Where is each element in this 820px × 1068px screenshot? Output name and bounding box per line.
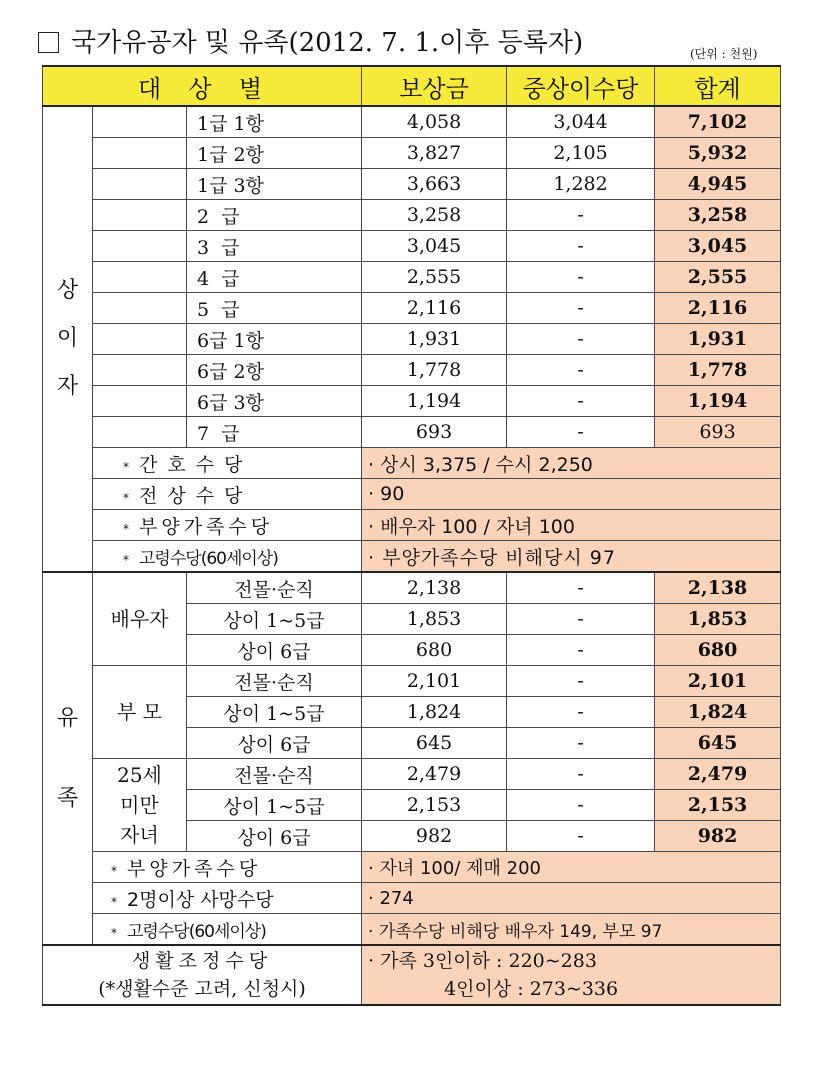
severe-cell: - [507, 666, 655, 697]
total-cell: 2,555 [655, 262, 781, 293]
asterisk-icon: * [111, 863, 117, 878]
living-label: 생활조정수당 [131, 950, 273, 972]
total-cell: 1,778 [655, 355, 781, 386]
bereaved-group-label: 유 족 [43, 572, 93, 945]
grade-cell: 6급 1항 [187, 324, 362, 355]
living-row [43, 945, 781, 1005]
grade-cell: 7 급 [187, 417, 362, 448]
note-row [43, 541, 781, 573]
note-label-cell [93, 510, 362, 541]
comp-cell: 3,045 [362, 231, 507, 262]
asterisk-icon: * [123, 490, 129, 505]
severe-cell: - [507, 604, 655, 635]
total-cell: 982 [655, 821, 781, 852]
header-severe-allowance: 중상이수당 [507, 66, 655, 106]
note-value: · 90 [362, 479, 781, 510]
type-cell: 상이 1~5급 [187, 790, 362, 821]
total-cell: 2,116 [655, 293, 781, 324]
header-target-text: 대 상 별 [137, 74, 267, 103]
type-cell: 상이 6급 [187, 635, 362, 666]
comp-cell: 3,258 [362, 200, 507, 231]
note-label-cell [93, 541, 362, 573]
comp-cell: 1,778 [362, 355, 507, 386]
note-row [43, 883, 781, 914]
table-row [43, 324, 781, 355]
note-row [43, 852, 781, 883]
subgroup-label: 배우자 [93, 572, 187, 666]
living-value-cell [362, 945, 781, 1005]
type-cell: 상이 6급 [187, 821, 362, 852]
comp-cell: 1,824 [362, 697, 507, 728]
grade-cell: 1급 2항 [187, 138, 362, 169]
allowance-table [42, 65, 781, 1006]
living-label-cell [43, 945, 362, 1005]
severe-cell: - [507, 417, 655, 448]
severe-cell: - [507, 386, 655, 417]
grade-cell: 4 급 [187, 262, 362, 293]
note-label-cell [93, 852, 362, 883]
injured-group-label: 상 이 자 [43, 106, 93, 572]
table-row [43, 293, 781, 324]
comp-cell: 982 [362, 821, 507, 852]
note-value: · 274 [362, 883, 781, 914]
grade-cell: 2 급 [187, 200, 362, 231]
page-title [38, 22, 583, 59]
asterisk-icon: * [123, 521, 129, 536]
grade-cell: 1급 1항 [187, 106, 362, 138]
total-cell: 1,931 [655, 324, 781, 355]
type-cell: 전몰·순직 [187, 572, 362, 604]
table-row [43, 666, 781, 697]
note-row [43, 914, 781, 946]
comp-cell: 4,058 [362, 106, 507, 138]
note-value: · 부양가족수당 비해당시 97 [362, 541, 781, 573]
table-row [43, 138, 781, 169]
severe-cell: - [507, 728, 655, 759]
severe-cell: 1,282 [507, 169, 655, 200]
total-cell: 680 [655, 635, 781, 666]
comp-cell: 2,153 [362, 790, 507, 821]
total-cell: 2,479 [655, 759, 781, 790]
note-value: · 상시 3,375 / 수시 2,250 [362, 448, 781, 479]
total-cell: 4,945 [655, 169, 781, 200]
total-cell: 1,194 [655, 386, 781, 417]
grade-cell: 6급 2항 [187, 355, 362, 386]
note-label-cell [93, 479, 362, 510]
comp-cell: 1,194 [362, 386, 507, 417]
type-cell: 전몰·순직 [187, 666, 362, 697]
table-row [43, 106, 781, 138]
comp-cell: 3,663 [362, 169, 507, 200]
header-compensation: 보상금 [362, 66, 507, 106]
type-cell: 상이 6급 [187, 728, 362, 759]
severe-cell: - [507, 697, 655, 728]
table-row [43, 572, 781, 604]
note-value: · 가족수당 비해당 배우자 149, 부모 97 [362, 914, 781, 946]
note-row [43, 448, 781, 479]
type-cell: 상이 1~5급 [187, 604, 362, 635]
table-row [43, 169, 781, 200]
comp-cell: 3,827 [362, 138, 507, 169]
grade-cell: 5 급 [187, 293, 362, 324]
note-label-cell [93, 914, 362, 946]
severe-cell: - [507, 821, 655, 852]
comp-cell: 693 [362, 417, 507, 448]
header-target [43, 66, 362, 106]
total-cell: 2,138 [655, 572, 781, 604]
table-row [43, 231, 781, 262]
severe-cell: - [507, 262, 655, 293]
severe-cell: - [507, 759, 655, 790]
note-row [43, 510, 781, 541]
severe-cell: - [507, 231, 655, 262]
comp-cell: 1,853 [362, 604, 507, 635]
subgroup-label: 25세 미만 자녀 [93, 759, 187, 852]
comp-cell: 1,931 [362, 324, 507, 355]
total-cell: 693 [655, 417, 781, 448]
note-label: 간호수당 [139, 453, 253, 476]
type-cell: 상이 1~5급 [187, 697, 362, 728]
comp-cell: 2,479 [362, 759, 507, 790]
living-line-1: · 가족 3인이하 : 220~283 [368, 950, 597, 972]
total-cell: 3,258 [655, 200, 781, 231]
comp-cell: 2,116 [362, 293, 507, 324]
type-cell: 전몰·순직 [187, 759, 362, 790]
total-cell: 7,102 [655, 106, 781, 138]
table-row [43, 417, 781, 448]
note-label-cell [93, 883, 362, 914]
table-row [43, 200, 781, 231]
total-cell: 645 [655, 728, 781, 759]
severe-cell: - [507, 200, 655, 231]
comp-cell: 2,101 [362, 666, 507, 697]
table-row [43, 759, 781, 790]
grade-cell: 1급 3항 [187, 169, 362, 200]
comp-cell: 2,138 [362, 572, 507, 604]
table-header-row [43, 66, 781, 106]
asterisk-icon: * [111, 894, 117, 909]
severe-cell: - [507, 572, 655, 604]
note-label-cell [93, 448, 362, 479]
note-row [43, 479, 781, 510]
comp-cell: 680 [362, 635, 507, 666]
total-cell: 1,824 [655, 697, 781, 728]
severe-cell: - [507, 355, 655, 386]
subgroup-label: 부 모 [93, 666, 187, 759]
living-condition: (*생활수준 고려, 신청시) [98, 978, 306, 1000]
severe-cell: 2,105 [507, 138, 655, 169]
severe-cell: - [507, 324, 655, 355]
comp-cell: 2,555 [362, 262, 507, 293]
asterisk-icon: * [123, 459, 129, 474]
header-total: 합계 [655, 66, 781, 106]
severe-cell: 3,044 [507, 106, 655, 138]
note-label: 부양가족수당 [127, 857, 262, 880]
total-cell: 3,045 [655, 231, 781, 262]
grade-cell: 6급 3항 [187, 386, 362, 417]
total-cell: 2,101 [655, 666, 781, 697]
grade-cell: 3 급 [187, 231, 362, 262]
note-label: 고령수당(60세이상) [139, 548, 278, 569]
asterisk-icon: * [123, 552, 129, 567]
asterisk-icon: * [111, 925, 117, 940]
note-label: 전상수당 [139, 484, 253, 507]
total-cell: 5,932 [655, 138, 781, 169]
table-row [43, 262, 781, 293]
note-value: · 배우자 100 / 자녀 100 [362, 510, 781, 541]
table-row [43, 386, 781, 417]
unit-label: (단위 : 천원) [690, 47, 758, 61]
severe-cell: - [507, 293, 655, 324]
note-label: 고령수당(60세이상) [127, 921, 266, 942]
severe-cell: - [507, 790, 655, 821]
note-value: · 자녀 100/ 제매 200 [362, 852, 781, 883]
title-text: 국가유공자 및 유족(2012. 7. 1.이후 등록자) [71, 28, 584, 58]
total-cell: 1,853 [655, 604, 781, 635]
total-cell: 2,153 [655, 790, 781, 821]
note-label: 2명이상 사망수당 [127, 888, 274, 911]
living-line-2: 4인이상 : 273~336 [444, 978, 619, 1000]
comp-cell: 645 [362, 728, 507, 759]
note-label: 부양가족수당 [139, 515, 274, 538]
severe-cell: - [507, 635, 655, 666]
checkbox-icon [38, 32, 59, 53]
table-row [43, 355, 781, 386]
